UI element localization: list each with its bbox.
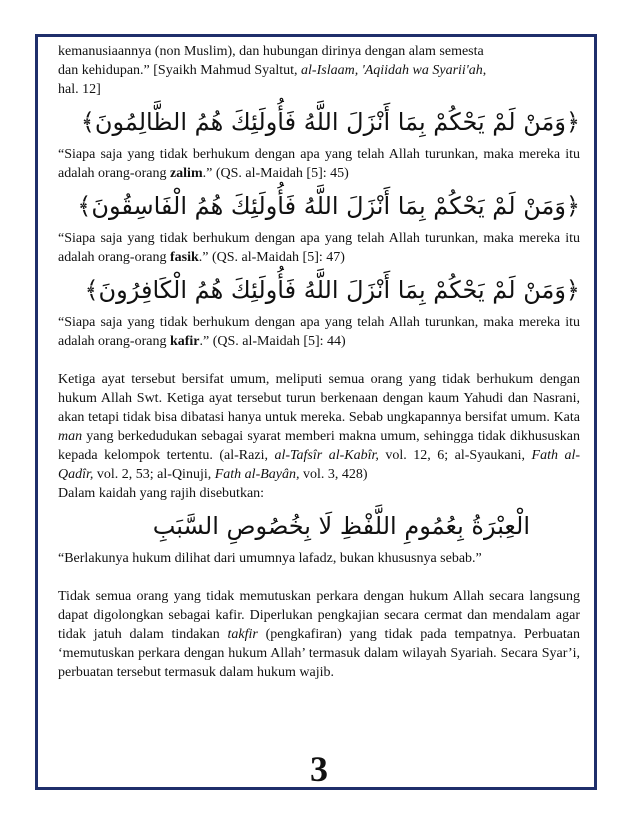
text: yang berkedudukan sebagai syarat memberi makna umum, sehingga tidak dikhususkan kepada kelompok tertentu. (al-Razi,: [58, 429, 580, 463]
text: “Siapa saja yang tidak berhukum dengan apa yang telah Allah turunkan, maka mereka itu adalah orang-orang: [58, 315, 580, 349]
text: Ketiga ayat tersebut bersifat umum, meliputi semua orang yang tidak berhukum dengan hukum Allah Swt. Ketiga ayat tersebut turun berkenaan dengan kaum Yahudi dan Nasrani, akan tetapi tidak bisa dibatasi hanya untuk mereka. Sebab ungkapannya bersifat umum. Kata: [58, 372, 580, 425]
text: “Siapa saja yang tidak berhukum dengan apa yang telah Allah turunkan, maka mereka itu adalah orang-orang: [58, 231, 580, 265]
text: kemanusiaannya (non Muslim), dan hubungan dirinya dengan alam semesta: [58, 44, 484, 59]
text: (pengkafiran) yang tidak pada tempatnya. Perbuatan ‘memutuskan perkara dengan hukum Allah’ termasuk dalam wilayah Syariah. Secara Syar’i, perbuatan tersebut termasuk dalam hukum wajib.: [58, 627, 581, 680]
text: ,: [482, 63, 487, 78]
text: .” (QS. al-Maidah [5]: 47): [198, 250, 345, 265]
term: man: [58, 429, 83, 444]
text: vol. 3, 428): [299, 467, 368, 482]
arabic-verse-1: ﴿وَمَنْ لَمْ يَحْكُمْ بِمَا أَنْزَلَ اللَّهُ فَأُولَئِكَ هُمُ الظَّالِمُونَ﴾: [80, 108, 580, 136]
arabic-verse-3: ﴿وَمَنْ لَمْ يَحْكُمْ بِمَا أَنْزَلَ اللَّهُ فَأُولَئِكَ هُمُ الْكَافِرُونَ﴾: [84, 276, 580, 304]
paragraph-explanation: [58, 370, 580, 484]
text: .” (QS. al-Maidah [5]: 44): [199, 334, 346, 349]
arabic-verse-2: ﴿وَمَنْ لَمْ يَحْكُمْ بِمَا أَنْزَلَ اللَّهُ فَأُولَئِكَ هُمُ الْفَاسِقُونَ﴾: [77, 192, 580, 220]
text: hal. 12]: [58, 82, 101, 97]
translation-1: [58, 145, 580, 183]
arabic-kaidah: الْعِبْرَةُ بِعُمُومِ اللَّفْظِ لَا بِخُصُوصِ السَّبَبِ: [152, 512, 530, 540]
book-title: Fath al-Qadîr,: [58, 448, 581, 482]
text: dan kehidupan.” [Syaikh Mahmud Syaltut,: [58, 63, 302, 78]
text: Tidak semua orang yang tidak memutuskan perkara dengan hukum Allah secara langsung dapat digolongkan sebagai kafir. Diperlukan pengkajian secara cermat dan mendalam agar tidak jatuh dalam tindakan: [58, 589, 580, 642]
text: “Siapa saja yang tidak berhukum dengan apa yang telah Allah turunkan, maka mereka itu adalah orang-orang: [58, 147, 580, 181]
paragraph-conclusion: [58, 587, 580, 682]
keyword: fasik: [169, 250, 199, 265]
keyword: zalim: [169, 166, 203, 181]
text: vol. 2, 53; al-Qinuji,: [93, 467, 215, 482]
page-number: 3: [310, 749, 328, 789]
paragraph-kaidah-intro: Dalam kaidah yang rajih disebutkan:: [58, 486, 265, 501]
book-title: al-Islaam, 'Aqiidah wa Syarii'ah: [301, 63, 483, 78]
page-content: [58, 42, 580, 682]
term: takfir: [227, 627, 258, 642]
text: .” (QS. al-Maidah [5]: 45): [202, 166, 349, 181]
translation-2: [58, 229, 580, 267]
kaidah-translation: “Berlakunya hukum dilihat dari umumnya lafadz, bukan khususnya sebab.”: [58, 551, 482, 566]
book-title: Fath al-Bayân,: [214, 467, 300, 482]
keyword: kafir: [169, 334, 200, 349]
paragraph-intro: [58, 42, 580, 99]
translation-3: [58, 313, 580, 351]
book-title: al-Tafsîr al-Kabîr,: [274, 448, 379, 463]
text: vol. 12, 6; al-Syaukani,: [378, 448, 532, 463]
